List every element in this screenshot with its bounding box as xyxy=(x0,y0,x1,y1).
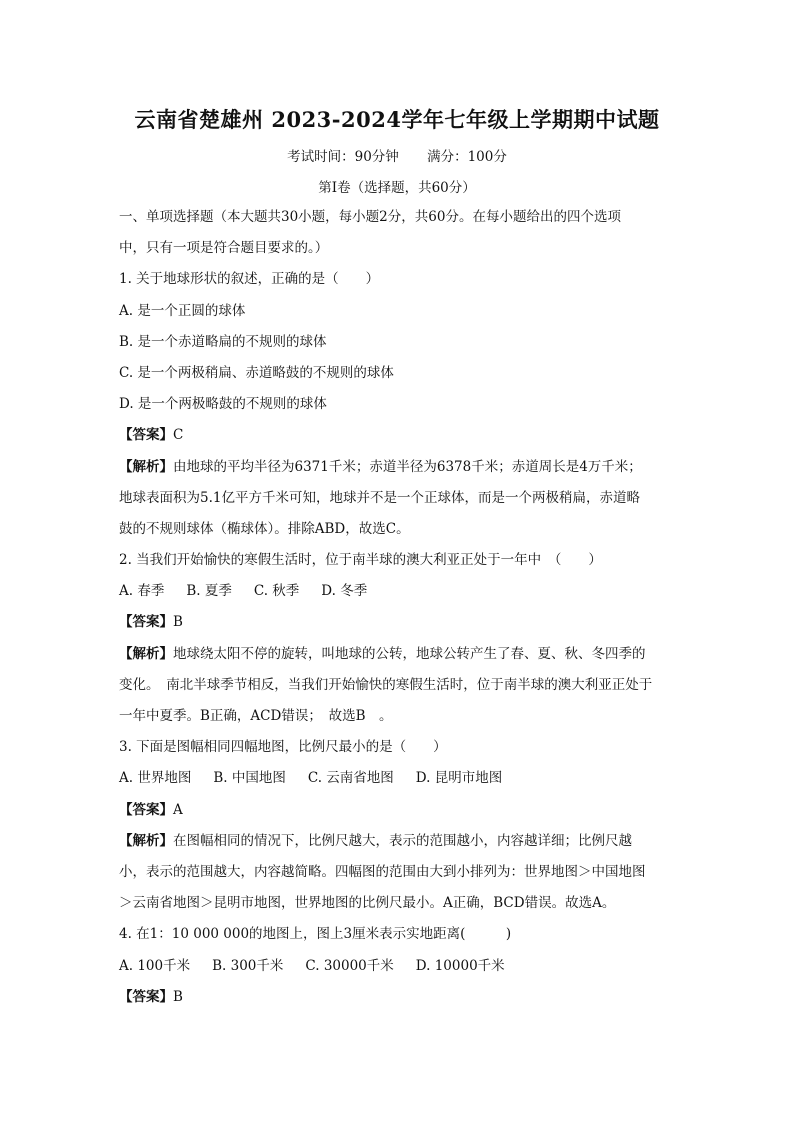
analysis-tag: 【解析】 xyxy=(119,458,173,475)
analysis-text: 地球绕太阳不停的旋转，叫地球的公转，地球公转产生了春、夏、秋、冬四季的 xyxy=(173,645,646,662)
question-stem: 1. 关于地球形状的叙述，正确的是（ ） xyxy=(119,271,380,288)
option: A. 100千米 xyxy=(119,957,191,974)
answer-value: A xyxy=(173,801,183,818)
analysis-line: ＞云南省地图＞昆明市地图，世界地图的比例尺最小。A正确，BCD错误。故选A。 xyxy=(119,895,616,912)
option: C. 是一个两极稍扁、赤道略鼓的不规则的球体 xyxy=(119,364,394,381)
analysis-line: 地球表面积为5.1亿平方千米可知，地球并不是一个正球体，而是一个两极稍扁，赤道略 xyxy=(119,489,640,506)
question-body xyxy=(119,202,679,1013)
option-row xyxy=(119,763,679,794)
question-stem: 3. 下面是图幅相同四幅地图，比例尺最小的是（ ） xyxy=(119,739,447,756)
answer-value: C xyxy=(173,427,184,444)
analysis-line: 小，表示的范围越大，内容越简略。四幅图的范围由大到小排列为：世界地图＞中国地图 xyxy=(119,863,646,880)
analysis-text: 由地球的平均半径为6371千米；赤道半径为6378千米；赤道周长是4万千米； xyxy=(173,458,642,475)
answer-tag: 【答案】 xyxy=(119,988,173,1005)
option: B. 是一个赤道略扁的不规则的球体 xyxy=(119,333,327,350)
question-stem: 4. 在1：10 000 000的地图上，图上3厘米表示实地距离( ) xyxy=(119,926,512,943)
section-heading: 第Ⅰ卷（选择题，共60分） xyxy=(318,180,476,196)
option: B. 夏季 xyxy=(186,583,232,600)
option: B. 中国地图 xyxy=(213,770,286,787)
answer-tag: 【答案】 xyxy=(119,801,173,818)
answer-line xyxy=(119,795,679,826)
answer-value: B xyxy=(173,614,183,631)
option: A. 是一个正圆的球体 xyxy=(119,302,246,319)
answer-line xyxy=(119,982,679,1013)
exam-meta xyxy=(0,145,794,165)
analysis-line: 鼓的不规则球体（椭球体）。排除ABD，故选C。 xyxy=(119,520,410,537)
option: D. 昆明市地图 xyxy=(415,770,503,787)
option: C. 云南省地图 xyxy=(307,770,394,787)
page-title: 云南省楚雄州 2023-2024学年七年级上学期期中试题 xyxy=(134,107,660,132)
answer-tag: 【答案】 xyxy=(119,614,173,631)
exam-score: 满分：100分 xyxy=(427,149,507,165)
analysis-line xyxy=(119,826,679,857)
answer-line xyxy=(119,420,679,451)
option: D. 10000千米 xyxy=(415,957,505,974)
analysis-tag: 【解析】 xyxy=(119,832,173,849)
answer-line xyxy=(119,607,679,638)
instruction-line: 中，只有一项是符合题目要求的。） xyxy=(119,240,329,257)
analysis-text: 在图幅相同的情况下，比例尺越大，表示的范围越小，内容越详细；比例尺越 xyxy=(173,832,632,849)
option-row xyxy=(119,576,679,607)
question-stem: 2. 当我们开始愉快的寒假生活时，位于南半球的澳大利亚正处于一年中 （ ） xyxy=(119,552,602,569)
option: D. 冬季 xyxy=(321,583,368,600)
option: C. 30000千米 xyxy=(305,957,394,974)
option-row xyxy=(119,951,679,982)
analysis-tag: 【解析】 xyxy=(119,645,173,662)
analysis-line: 变化。 南北半球季节相反，当我们开始愉快的寒假生活时，位于南半球的澳大利亚正处于 xyxy=(119,676,653,693)
analysis-line xyxy=(119,639,679,670)
answer-value: B xyxy=(173,988,183,1005)
analysis-line: 一年中夏季。B正确，ACD错误； 故选B 。 xyxy=(119,708,393,724)
exam-time: 考试时间：90分钟 xyxy=(287,149,399,165)
option: A. 春季 xyxy=(119,583,165,600)
option: B. 300千米 xyxy=(212,957,284,974)
option: D. 是一个两极略鼓的不规则的球体 xyxy=(119,396,327,413)
analysis-line xyxy=(119,452,679,483)
option: C. 秋季 xyxy=(253,583,300,600)
instruction-line: 一、单项选择题（本大题共30小题，每小题2分，共60分。在每小题给出的四个选项 xyxy=(119,209,621,225)
answer-tag: 【答案】 xyxy=(119,427,173,444)
option: A. 世界地图 xyxy=(119,770,192,787)
